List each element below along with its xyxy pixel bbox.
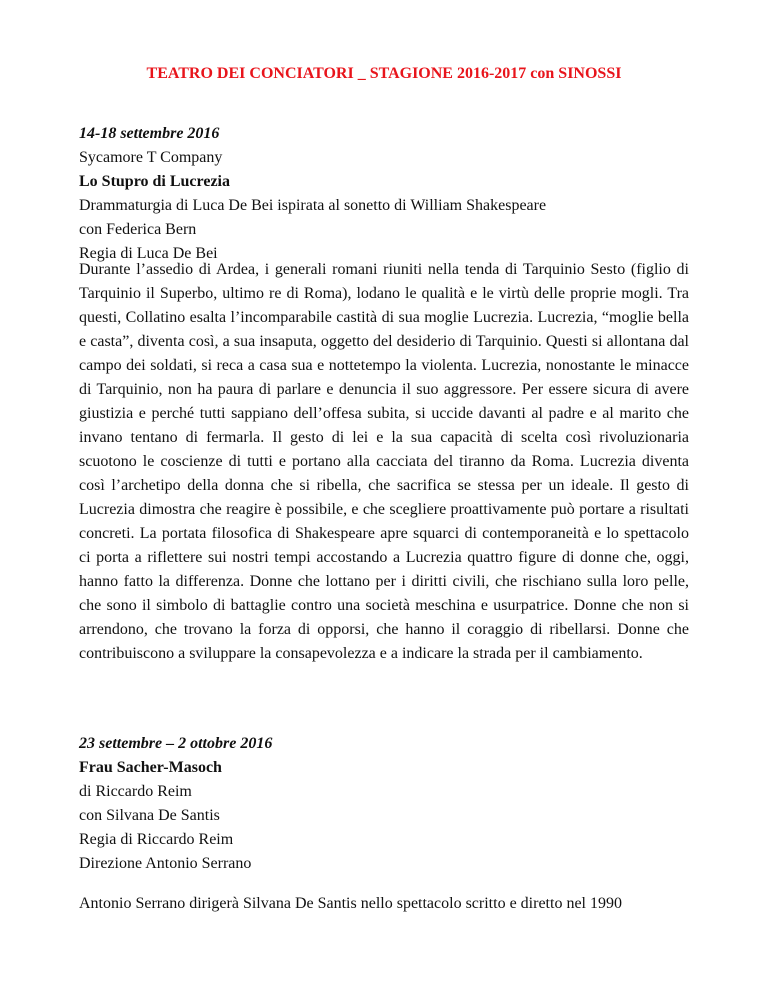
event-entry [79,122,689,266]
event-show-title: Lo Stupro di Lucrezia [79,173,230,190]
event-synopsis-block [79,892,689,916]
event-credit: con Federica Bern [79,221,197,238]
event-synopsis: Durante l’assedio di Ardea, i generali romani riuniti nella tenda di Tarquinio Sesto (figlio di Tarquinio il Superbo, ultimo re di Roma), lodano le qualità e le virtù delle proprie mogli. Tra questi, Collatino esalta l’incomparabile castità di sua moglie Lucrezia. Lucrezia, “moglie bella e casta”, diventa così, a sua insaputa, oggetto del desiderio di Tarquinio. Questi si allontana dal campo dei soldati, si reca a casa sua e nottetempo la violenta. Lucrezia, nonostante le minacce di Tarquinio, non ha paura di parlare e denuncia il suo aggressore. Per essere sicura di avere giustizia e perché tutti sappiano dell’offesa subita, si uccide davanti al padre e al marito che invano tentano di fermarla. Il gesto di lei e la sua capacità di scelta così rivoluzionaria scuotono le coscienze di tutti e portano alla cacciata del tiranno da Roma. Lucrezia diventa così l’archetipo della donna che si ribella, che sacrifica se stessa per un ideale. Il gesto di Lucrezia dimostra che reagire è possibile, e che scegliere proattivamente può portare a risultati concreti. La portata filosofica di Shakespeare apre squarci di contemporaneità e lo spettacolo ci porta a riflettere sui nostri tempi accostando a Lucrezia quattro figure di donne che, oggi, hanno fatto la differenza. Donne che lottano per i diritti civili, che rischiano sulla loro pelle, che sono il simbolo di battaglie contro una società meschina e usurpatrice. Donne che non si arrendono, che trovano la forza di opporsi, che hanno il coraggio di ribellarsi. Donne che contribuiscono a sviluppare la consapevolezza e a indicare la strada per il cambiamento. [79,261,689,662]
event-credit: Drammaturgia di Luca De Bei ispirata al sonetto di William Shakespeare [79,197,547,214]
event-credit: Direzione Antonio Serrano [79,855,252,872]
event-credit: di Riccardo Reim [79,783,192,800]
event-company: Sycamore T Company [79,149,223,166]
document-title: TEATRO DEI CONCIATORI _ STAGIONE 2016-2017 con SINOSSI [146,65,622,82]
event-synopsis-block [79,258,689,666]
event-date: 14-18 settembre 2016 [79,125,220,142]
event-credit: Regia di Luca De Bei [79,245,218,262]
event-entry [79,732,689,876]
event-show-title: Frau Sacher-Masoch [79,759,222,776]
event-date: 23 settembre – 2 ottobre 2016 [79,735,273,752]
event-credit: con Silvana De Santis [79,807,220,824]
event-synopsis: Antonio Serrano dirigerà Silvana De Santis nello spettacolo scritto e diretto nel 1990 [79,895,622,912]
event-credit: Regia di Riccardo Reim [79,831,234,848]
